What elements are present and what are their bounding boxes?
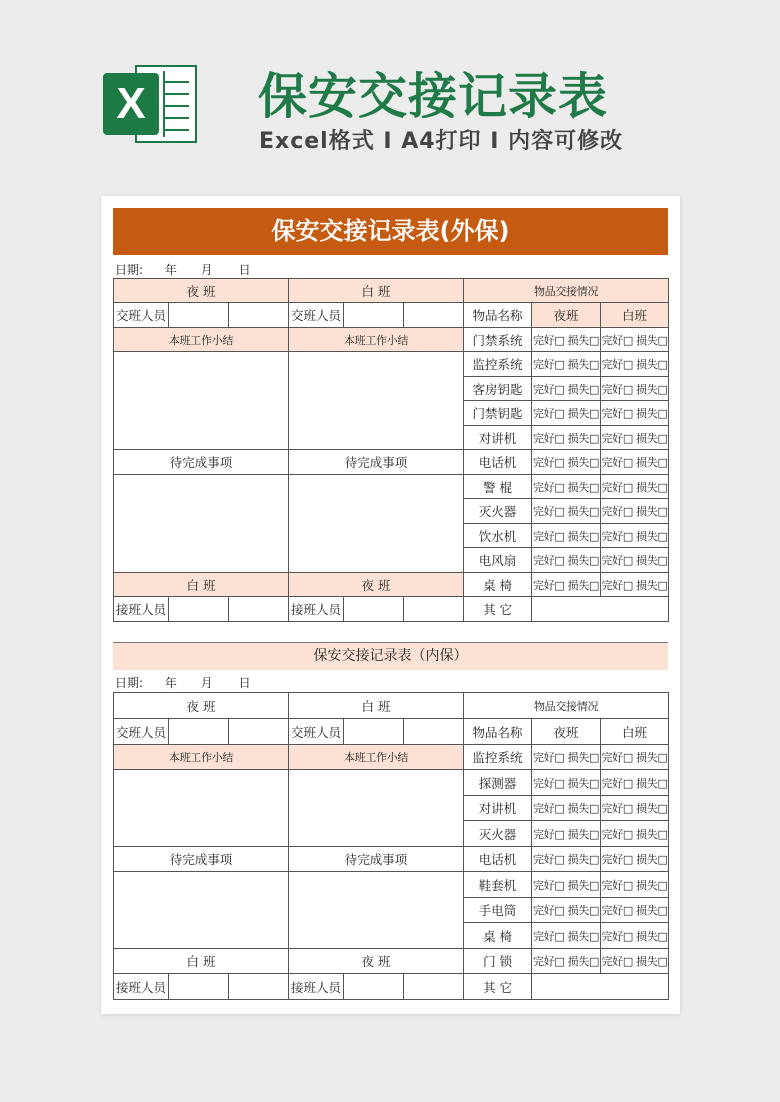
item-status[interactable]: 完好□ 损失□: [532, 949, 601, 974]
items-header: 物品交接情况: [464, 279, 669, 303]
item-status[interactable]: 完好□ 损失□: [532, 328, 601, 352]
item-name: 灭火器: [464, 821, 532, 847]
handover-person-label: 交班人员: [114, 303, 169, 328]
item-name: 客房钥匙: [464, 377, 532, 401]
item-name: 对讲机: [464, 796, 532, 821]
date-line: [115, 674, 251, 691]
item-status[interactable]: 完好□ 损失□: [601, 770, 669, 796]
page-title: 保安交接记录表: [258, 68, 609, 125]
item-status[interactable]: 完好□ 损失□: [601, 450, 669, 475]
receiver-person-cell[interactable]: [169, 974, 229, 1000]
other-item-cell[interactable]: [532, 974, 669, 1000]
item-status[interactable]: 完好□ 损失□: [601, 745, 669, 770]
excel-icon: [103, 57, 199, 151]
todo-label: 待完成事项: [114, 450, 289, 475]
handover-person-cell[interactable]: [404, 719, 464, 745]
item-name: 桌 椅: [464, 573, 532, 597]
item-name: 电话机: [464, 847, 532, 872]
date-year: 年: [164, 263, 177, 277]
outer-handover-table: [113, 278, 669, 622]
item-status[interactable]: 完好□ 损失□: [601, 923, 669, 949]
page-header: [0, 0, 780, 190]
item-name: 门禁系统: [464, 328, 532, 352]
document-sheet: [101, 196, 680, 1014]
receiver-person-label: 接班人员: [114, 597, 169, 622]
receiver-person-label: 接班人员: [289, 974, 344, 1000]
night-shift-header: 夜 班: [289, 573, 464, 597]
todo-label: 待完成事项: [289, 450, 464, 475]
item-name: 鞋套机: [464, 872, 532, 898]
todo-area[interactable]: [114, 475, 289, 573]
item-status[interactable]: 完好□ 损失□: [532, 821, 601, 847]
item-name: 对讲机: [464, 426, 532, 450]
item-name: 饮水机: [464, 524, 532, 548]
item-status[interactable]: 完好□ 损失□: [601, 499, 669, 524]
todo-area[interactable]: [289, 872, 464, 949]
item-name: 警 棍: [464, 475, 532, 499]
item-status[interactable]: 完好□ 损失□: [601, 377, 669, 401]
document-banner: 保安交接记录表(外保): [113, 208, 668, 255]
item-name: 门禁钥匙: [464, 401, 532, 426]
handover-person-cell[interactable]: [344, 303, 404, 328]
item-status[interactable]: 完好□ 损失□: [601, 898, 669, 923]
item-status[interactable]: 完好□ 损失□: [532, 898, 601, 923]
summary-label: 本班工作小结: [114, 328, 289, 352]
item-status[interactable]: 完好□ 损失□: [601, 524, 669, 548]
item-status[interactable]: 完好□ 损失□: [532, 872, 601, 898]
handover-person-cell[interactable]: [344, 719, 404, 745]
date-day: 日: [238, 263, 251, 277]
item-status[interactable]: 完好□ 损失□: [532, 847, 601, 872]
item-name-header: 物品名称: [464, 303, 532, 328]
summary-area[interactable]: [289, 770, 464, 847]
item-name: 电话机: [464, 450, 532, 475]
item-status[interactable]: 完好□ 损失□: [532, 401, 601, 426]
item-status[interactable]: 完好□ 损失□: [601, 796, 669, 821]
item-status[interactable]: 完好□ 损失□: [601, 573, 669, 597]
excel-icon-letter: X: [103, 73, 159, 135]
item-status[interactable]: 完好□ 损失□: [532, 524, 601, 548]
night-shift-header: 夜 班: [114, 693, 289, 719]
item-status[interactable]: 完好□ 损失□: [532, 499, 601, 524]
receiver-person-cell[interactable]: [404, 974, 464, 1000]
date-label: 日期:: [115, 263, 144, 277]
item-name: 监控系统: [464, 352, 532, 377]
day-shift-header: 白 班: [289, 279, 464, 303]
item-name: 监控系统: [464, 745, 532, 770]
receiver-person-label: 接班人员: [289, 597, 344, 622]
items-header: 物品交接情况: [464, 693, 669, 719]
summary-area[interactable]: [114, 770, 289, 847]
item-status[interactable]: 完好□ 损失□: [601, 949, 669, 974]
handover-person-cell[interactable]: [229, 303, 289, 328]
item-status[interactable]: 完好□ 损失□: [601, 821, 669, 847]
col-night-header: 夜班: [532, 303, 601, 328]
receiver-person-label: 接班人员: [114, 974, 169, 1000]
item-name: 灭火器: [464, 499, 532, 524]
item-status[interactable]: 完好□ 损失□: [532, 548, 601, 573]
todo-area[interactable]: [289, 475, 464, 573]
page-subtitle: Excel格式 I A4打印 I 内容可修改: [259, 129, 624, 154]
handover-person-label: 交班人员: [289, 303, 344, 328]
handover-person-cell[interactable]: [404, 303, 464, 328]
item-status[interactable]: 完好□ 损失□: [601, 872, 669, 898]
item-status[interactable]: 完好□ 损失□: [532, 352, 601, 377]
item-name: 探测器: [464, 770, 532, 796]
item-status[interactable]: 完好□ 损失□: [532, 377, 601, 401]
date-day: 日: [238, 676, 251, 690]
receiver-person-cell[interactable]: [229, 974, 289, 1000]
todo-area[interactable]: [114, 872, 289, 949]
receiver-person-cell[interactable]: [169, 597, 229, 622]
date-year: 年: [164, 676, 177, 690]
handover-person-label: 交班人员: [114, 719, 169, 745]
handover-person-label: 交班人员: [289, 719, 344, 745]
inner-table-banner: 保安交接记录表（内保）: [113, 642, 668, 670]
handover-person-cell[interactable]: [169, 719, 229, 745]
summary-label: 本班工作小结: [114, 745, 289, 770]
receiver-person-cell[interactable]: [344, 974, 404, 1000]
receiver-person-cell[interactable]: [404, 597, 464, 622]
day-shift-header: 白 班: [114, 949, 289, 974]
item-status[interactable]: 完好□ 损失□: [601, 352, 669, 377]
item-name: 电风扇: [464, 548, 532, 573]
item-name: 其 它: [464, 597, 532, 622]
item-status[interactable]: 完好□ 损失□: [532, 450, 601, 475]
item-status[interactable]: 完好□ 损失□: [532, 770, 601, 796]
summary-label: 本班工作小结: [289, 328, 464, 352]
item-name-header: 物品名称: [464, 719, 532, 745]
col-day-header: 白班: [601, 719, 669, 745]
day-shift-header: 白 班: [289, 693, 464, 719]
item-name: 其 它: [464, 974, 532, 1000]
date-line: [115, 261, 251, 278]
item-status[interactable]: 完好□ 损失□: [532, 796, 601, 821]
date-month: 月: [200, 676, 213, 690]
col-day-header: 白班: [601, 303, 669, 328]
date-month: 月: [200, 263, 213, 277]
day-shift-header: 白 班: [114, 573, 289, 597]
item-status[interactable]: 完好□ 损失□: [601, 401, 669, 426]
handover-person-cell[interactable]: [229, 719, 289, 745]
item-status[interactable]: 完好□ 损失□: [601, 426, 669, 450]
item-status[interactable]: 完好□ 损失□: [601, 548, 669, 573]
item-status[interactable]: 完好□ 损失□: [601, 475, 669, 499]
receiver-person-cell[interactable]: [344, 597, 404, 622]
item-status[interactable]: 完好□ 损失□: [532, 923, 601, 949]
night-shift-header: 夜 班: [114, 279, 289, 303]
other-item-cell[interactable]: [532, 597, 669, 622]
item-status[interactable]: 完好□ 损失□: [532, 573, 601, 597]
item-status[interactable]: 完好□ 损失□: [601, 328, 669, 352]
item-status[interactable]: 完好□ 损失□: [532, 475, 601, 499]
summary-area[interactable]: [289, 352, 464, 450]
inner-handover-table: [113, 692, 669, 1000]
todo-label: 待完成事项: [114, 847, 289, 872]
date-label: 日期:: [115, 676, 144, 690]
receiver-person-cell[interactable]: [229, 597, 289, 622]
night-shift-header: 夜 班: [289, 949, 464, 974]
summary-area[interactable]: [114, 352, 289, 450]
item-status[interactable]: 完好□ 损失□: [532, 426, 601, 450]
item-status[interactable]: 完好□ 损失□: [601, 847, 669, 872]
item-name: 手电筒: [464, 898, 532, 923]
todo-label: 待完成事项: [289, 847, 464, 872]
summary-label: 本班工作小结: [289, 745, 464, 770]
handover-person-cell[interactable]: [169, 303, 229, 328]
item-status[interactable]: 完好□ 损失□: [532, 745, 601, 770]
item-name: 桌 椅: [464, 923, 532, 949]
item-name: 门 锁: [464, 949, 532, 974]
col-night-header: 夜班: [532, 719, 601, 745]
